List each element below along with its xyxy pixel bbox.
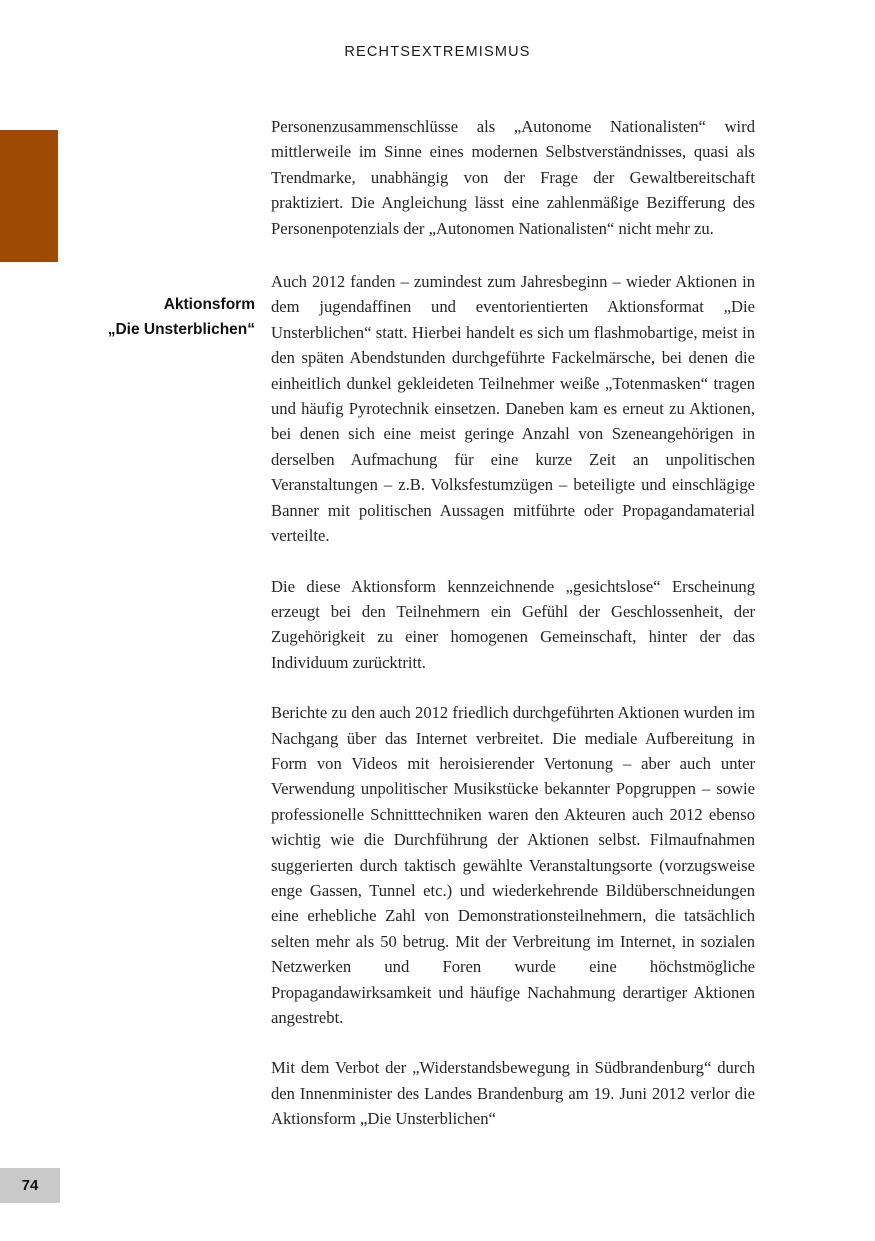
body-paragraph: Mit dem Verbot der „Widerstandsbewegung in Südbrandenburg“ durch den Innenminister des Landes Brandenburg am 19. Juni 2012 verlor die Aktionsform „Die Unsterblichen“ <box>271 1058 755 1129</box>
page-number-tab <box>0 1168 60 1203</box>
running-header: RECHTSEXTREMISMUS <box>344 44 531 60</box>
body-paragraph: Auch 2012 fanden – zumindest zum Jahresbeginn – wieder Aktionen in dem jugendaffinen und eventorientierten Aktionsformat „Die Unsterblichen“ statt. Hierbei handelt es sich um flashmobartige, meist in den späten Abendstunden durchgeführte Fackelmärsche, bei denen die einheitlich dunkel gekleideten Teilnehmer weiße „Totenmasken“ tragen und häufig Pyrotechnik einsetzen. Daneben kam es erneut zu Aktionen, bei denen sich eine meist geringe Anzahl von Szeneangehörigen in derselben Aufmachung für eine kurze Zeit an unpolitischen Veranstaltungen – z.B. Volksfestumzügen – beteiligte und einschlägige Banner mit politischen Aussagen mitführte oder Propagandamaterial verteilte. <box>271 272 755 546</box>
margin-note <box>55 292 255 342</box>
body-paragraph: Berichte zu den auch 2012 friedlich durchgeführten Aktionen wurden im Nachgang über das Internet verbreitet. Die mediale Aufbereitung in Form von Videos mit heroisierender Vertonung – aber auch unter Verwendung unpolitischer Musikstücke bekannter Popgruppen – sowie professionelle Schnitttechniken waren den Akteuren auch 2012 ebenso wichtig wie die Durchführung der Aktionen selbst. Filmaufnahmen suggerierten durch taktisch gewählte Veranstaltungsorte (vorzugsweise enge Gassen, Tunnel etc.) und wiederkehrende Bildüberschneidungen eine erhebliche Zahl von Demonstrationsteilnehmern, die tatsächlich selten mehr als 50 betrug. Mit der Verbreitung im Internet, in sozialen Netzwerken und Foren wurde eine höchstmögliche Propagandawirksamkeit und häufige Nachahmung derartiger Aktionen angestrebt. <box>271 703 755 1027</box>
body-paragraph: Personenzusammenschlüsse als „Autonome Nationalisten“ wird mittlerweile im Sinne eines modernen Selbstverständnisses, quasi als Trendmarke, unabhängig von der Frage der Gewaltbereitschaft praktiziert. Die Angleichung lässt eine zahlenmäßige Bezifferung des Personenpotenzials der „Autonomen Nationalisten“ nicht mehr zu. <box>271 117 755 238</box>
margin-note-line-2: „Die Unsterblichen“ <box>107 321 255 338</box>
body-paragraph: Die diese Aktionsform kennzeichnende „gesichtslose“ Erscheinung erzeugt bei den Teilnehmern ein Gefühl der Geschlossenheit, der Zugehörigkeit zu einer homogenen Gemeinschaft, hinter der das Individuum zurücktritt. <box>271 576 755 672</box>
body-text-column <box>271 114 755 1157</box>
chapter-color-marker <box>0 130 58 262</box>
page-number: 74 <box>21 1177 39 1194</box>
margin-note-line-1: Aktionsform <box>163 296 255 313</box>
